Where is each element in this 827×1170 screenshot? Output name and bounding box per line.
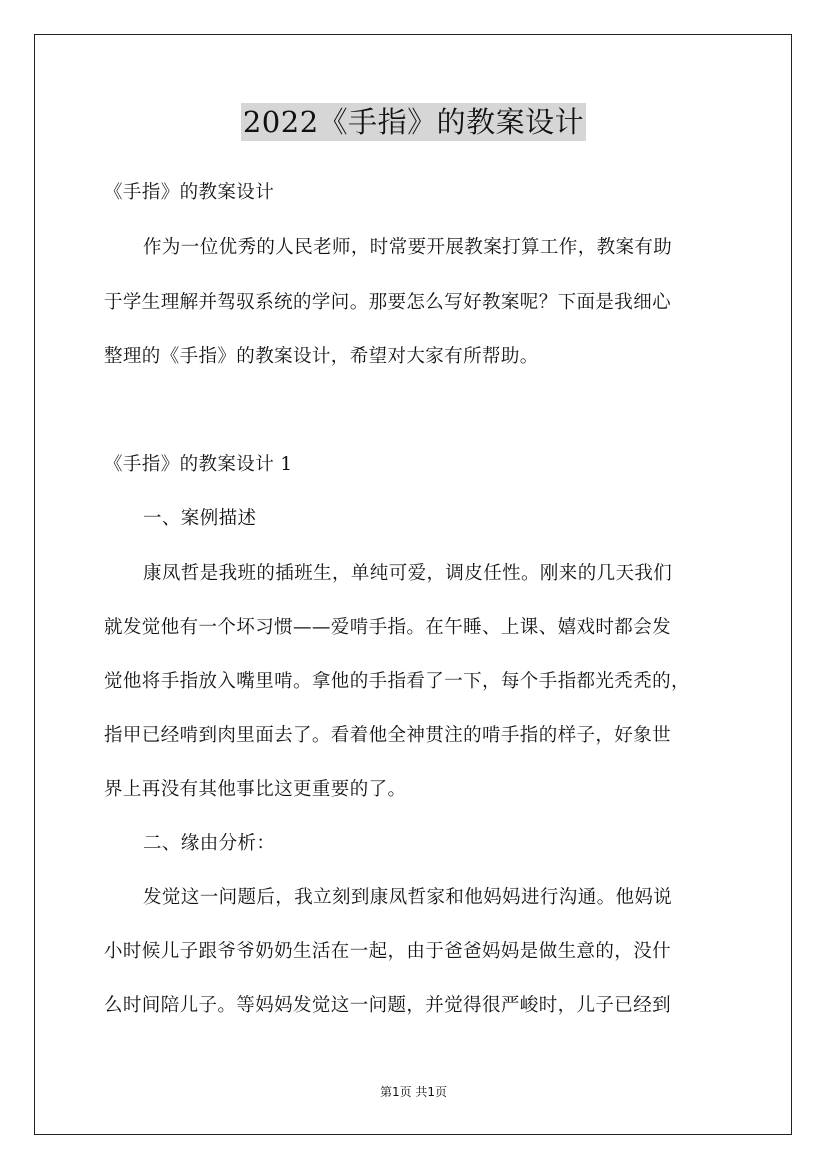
document-title: 2022《手指》的教案设计 bbox=[242, 105, 585, 139]
page-footer: 第1页 共1页 bbox=[379, 1085, 448, 1099]
part1-line-3: 觉他将手指放入嘴里啃。拿他的手指看了一下，每个手指都光秃秃的， bbox=[104, 671, 690, 692]
part1-heading: 一、案例描述 bbox=[143, 508, 257, 529]
part2-line-3: 么时间陪儿子。等妈妈发觉这一问题，并觉得很严峻时，儿子已经到 bbox=[104, 995, 672, 1016]
part2-heading: 二、缘由分析： bbox=[143, 833, 276, 854]
intro-line-3: 整理的《手指》的教案设计，希望对大家有所帮助。 bbox=[104, 346, 539, 367]
part1-line-2: 就发觉他有一个坏习惯——爱啃手指。在午睡、上课、嬉戏时都会发 bbox=[104, 617, 672, 638]
intro-line-1: 作为一位优秀的人民老师，时常要开展教案打算工作，教案有助 bbox=[143, 237, 673, 258]
section-heading: 《手指》的教案设计 1 bbox=[104, 454, 293, 475]
part1-line-1: 康凤哲是我班的插班生，单纯可爱，调皮任性。刚来的几天我们 bbox=[143, 563, 673, 584]
part1-line-4: 指甲已经啃到肉里面去了。看着他全神贯注的啃手指的样子，好象世 bbox=[104, 725, 672, 746]
part2-line-1: 发觉这一问题后，我立刻到康凤哲家和他妈妈进行沟通。他妈说 bbox=[143, 887, 673, 908]
document-subtitle: 《手指》的教案设计 bbox=[104, 182, 275, 203]
part2-line-2: 小时候儿子跟爷爷奶奶生活在一起，由于爸爸妈妈是做生意的，没什 bbox=[104, 941, 672, 962]
title-container bbox=[0, 103, 827, 141]
intro-line-2: 于学生理解并驾驭系统的学问。那要怎么写好教案呢？下面是我细心 bbox=[104, 292, 672, 313]
part1-line-5: 界上再没有其他事比这更重要的了。 bbox=[104, 779, 407, 800]
